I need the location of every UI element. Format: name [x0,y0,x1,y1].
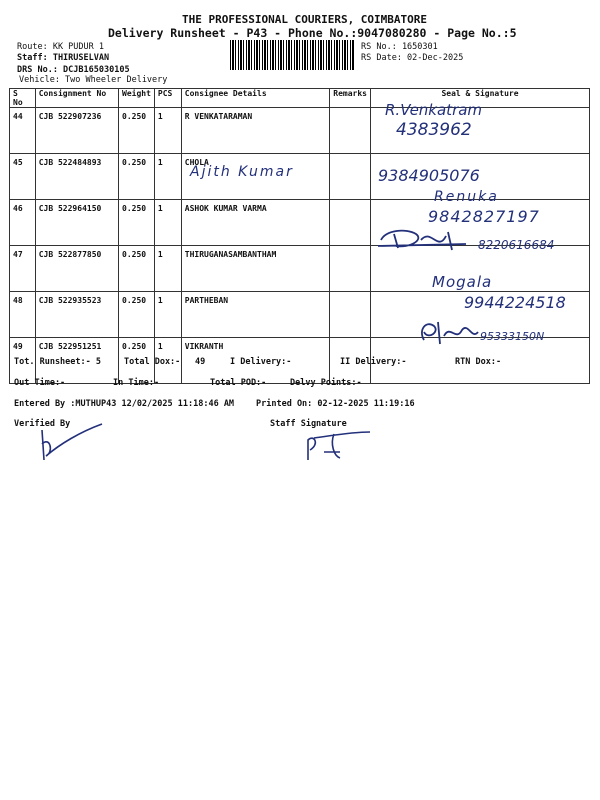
table-row [10,108,590,154]
cell-weight: 0.250 [119,338,155,384]
runsheet-subtitle: Delivery Runsheet - P43 - Phone No.:9047080280 - Page No.:5 [108,26,517,40]
col-consignee: Consignee Details [181,89,330,108]
handwritten-phone: 95333150N [480,330,545,343]
i-delivery: I Delivery:- [230,357,292,367]
cell-consignee: R VENKATARAMAN [181,108,330,154]
cell-sno: 47 [10,246,36,292]
cell-consignment: CJB 522935523 [35,292,118,338]
col-pcs: PCS [154,89,181,108]
cell-consignment: CJB 522907236 [35,108,118,154]
entered-by: Entered By :MUTHUP43 12/02/2025 11:18:46 AM [14,399,235,409]
handwritten-phone: 4383962 [396,120,472,140]
staff-label: Staff: THIRUSELVAN [17,53,110,63]
cell-remarks [330,108,371,154]
cell-consignee: CHOLA [181,154,330,200]
cell-pcs: 1 [154,154,181,200]
cell-weight: 0.250 [119,246,155,292]
delvy-points: Delvy Points:- [290,378,362,388]
cell-consignment: CJB 522484893 [35,154,118,200]
barcode [230,40,355,70]
staff-signature [300,430,372,464]
verified-by-label: Verified By [14,419,71,429]
cell-weight: 0.250 [119,292,155,338]
in-time: In Time:- [113,378,160,388]
cell-weight: 0.250 [119,108,155,154]
rtn-dox: RTN Dox:- [455,357,502,367]
table-header-row [10,89,590,108]
total-dox-value: 49 [195,357,206,367]
cell-pcs: 1 [154,338,181,384]
cell-weight: 0.250 [119,200,155,246]
handwritten-name: R.Venkatram [385,101,483,119]
cell-consignee: VIKRANTH [181,338,330,384]
cell-pcs: 1 [154,292,181,338]
cell-consignment: CJB 522964150 [35,200,118,246]
verified-by-signature [30,422,110,464]
vehicle-label: Vehicle: Two Wheeler Delivery [19,75,168,85]
printed-on: Printed On: 02-12-2025 11:19:16 [256,399,415,409]
table-row [10,154,590,200]
cell-remarks [330,200,371,246]
handwritten-signature [414,318,484,348]
handwritten-phone: 9944224518 [464,293,566,312]
drs-number: DRS No.: DCJB165030105 [17,65,130,75]
cell-pcs: 1 [154,246,181,292]
cell-sno: 49 [10,338,36,384]
col-remarks: Remarks [330,89,371,108]
cell-consignment: CJB 522877850 [35,246,118,292]
rs-date: RS Date: 02-Dec-2025 [361,53,464,63]
cell-remarks [330,246,371,292]
handwritten-phone: 9384905076 [378,166,480,185]
total-dox-label: Total Dox:- [124,357,181,367]
out-time: Out Time:- [14,378,66,388]
cell-remarks [330,154,371,200]
cell-consignment: CJB 522951251 [35,338,118,384]
col-sno: S No [10,89,36,108]
tot-runsheet: Tot. Runsheet:- 5 [14,357,101,367]
cell-pcs: 1 [154,200,181,246]
route-label: Route: KK PUDUR 1 [17,42,104,52]
cell-consignee: THIRUGANASAMBANTHAM [181,246,330,292]
cell-consignee: ASHOK KUMAR VARMA [181,200,330,246]
col-seal-signature: Seal & Signature [370,89,589,108]
cell-sno: 44 [10,108,36,154]
handwritten-phone: 9842827197 [428,207,540,226]
ii-delivery: II Delivery:- [340,357,407,367]
total-pod: Total POD:- [210,378,267,388]
cell-sno: 46 [10,200,36,246]
company-name: THE PROFESSIONAL COURIERS, COIMBATORE [182,13,428,26]
cell-pcs: 1 [154,108,181,154]
cell-sno: 45 [10,154,36,200]
handwritten-consignee: Ajith Kumar [190,164,294,180]
handwritten-signature [376,226,471,256]
staff-signature-label: Staff Signature [270,419,347,429]
handwritten-phone: 8220616684 [478,238,555,252]
col-consignment: Consignment No [35,89,118,108]
cell-consignee: PARTHEBAN [181,292,330,338]
rs-number: RS No.: 1650301 [361,42,438,52]
cell-sno: 48 [10,292,36,338]
handwritten-name: Renuka [434,189,499,205]
col-weight: Weight [119,89,155,108]
handwritten-name: Mogala [432,273,493,291]
cell-remarks [330,292,371,338]
cell-weight: 0.250 [119,154,155,200]
table-row [10,246,590,292]
